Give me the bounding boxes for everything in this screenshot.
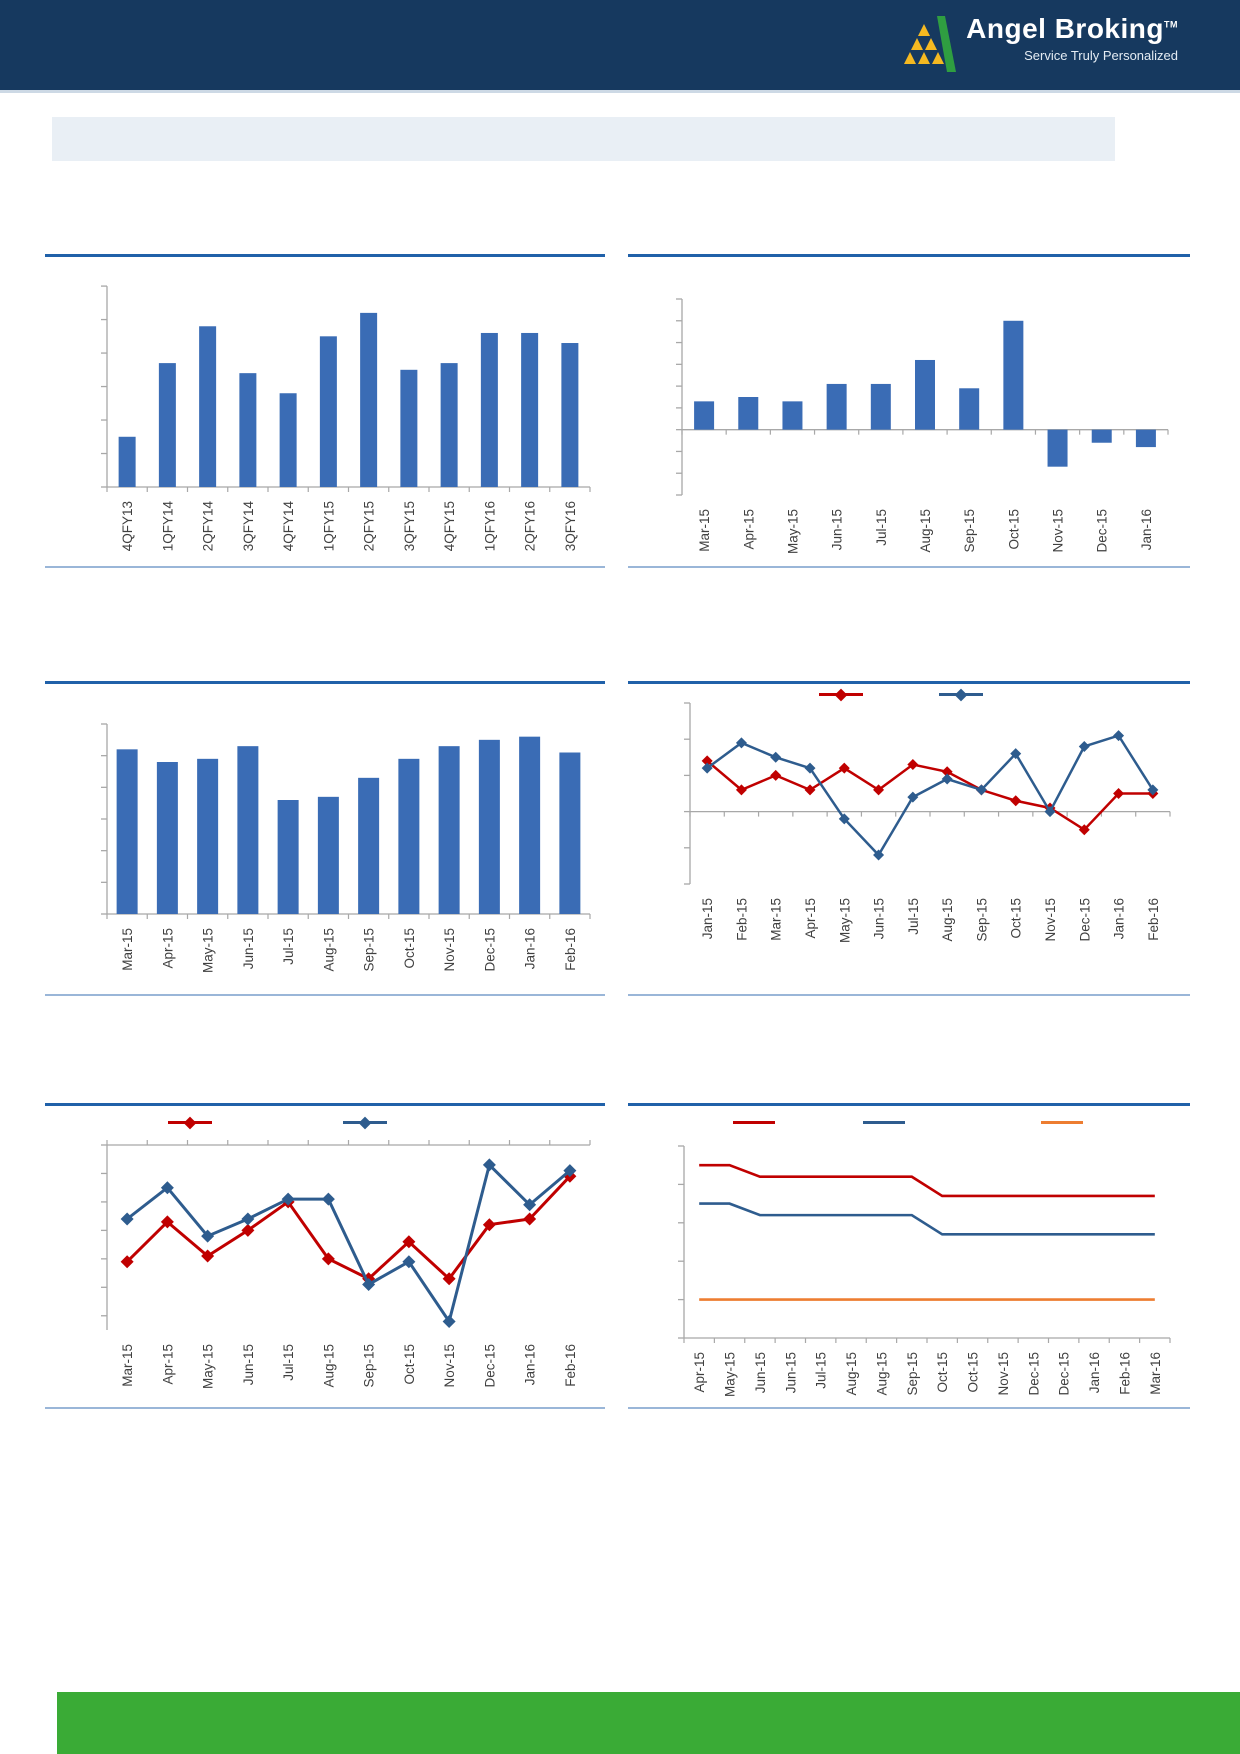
- x-tick-label: Nov-15: [442, 1344, 458, 1388]
- x-tick-label: Aug-15: [918, 509, 933, 553]
- x-tick-label: Oct-15: [965, 1352, 981, 1393]
- x-tick-label: Feb-16: [562, 928, 578, 971]
- x-tick-label: 4QFY14: [281, 501, 297, 552]
- x-tick-label: Jul-15: [281, 1344, 297, 1381]
- x-tick-label: Dec-15: [1094, 509, 1110, 553]
- data-point-marker: [322, 1193, 335, 1206]
- chart-panel-3: [45, 681, 605, 996]
- bar: [199, 326, 216, 487]
- x-tick-label: Jun-15: [829, 509, 845, 551]
- x-tick-label: Sep-15: [361, 1344, 377, 1388]
- bar: [400, 370, 417, 487]
- x-tick-label: Aug-15: [321, 1344, 337, 1388]
- chart-1-bottom-rule: [45, 566, 605, 568]
- x-tick-label: 3QFY15: [401, 501, 417, 552]
- bar: [119, 437, 136, 487]
- bar: [1003, 321, 1023, 430]
- bar: [159, 363, 176, 487]
- bar: [280, 393, 297, 487]
- bar: [239, 373, 256, 487]
- x-tick-label: May-15: [837, 898, 853, 944]
- bar: [479, 740, 500, 914]
- x-tick-label: May-15: [200, 1344, 216, 1390]
- x-tick-label: Apr-15: [160, 928, 176, 969]
- x-tick-label: Jan-16: [1111, 898, 1127, 940]
- x-tick-label: Jul-15: [873, 509, 889, 546]
- bar: [959, 388, 979, 429]
- x-tick-label: Sep-15: [904, 1352, 920, 1396]
- x-tick-label: Oct-15: [935, 1352, 951, 1393]
- bar: [1048, 430, 1068, 467]
- bar: [481, 333, 498, 487]
- bar: [694, 401, 714, 429]
- header-bar: [0, 0, 1240, 93]
- x-tick-label: May-15: [200, 928, 216, 974]
- x-tick-label: Oct-15: [401, 928, 417, 969]
- bar: [398, 759, 419, 914]
- bar: [117, 749, 138, 914]
- bar: [358, 778, 379, 914]
- x-tick-label: 4QFY15: [442, 501, 458, 552]
- bar: [360, 313, 377, 487]
- brand-tagline: Service Truly Personalized: [1024, 47, 1178, 63]
- x-tick-label: Oct-15: [401, 1344, 417, 1385]
- x-tick-label: Jun-15: [240, 928, 256, 970]
- data-point-marker: [1010, 795, 1021, 806]
- chart-3-bottom-rule: [45, 994, 605, 996]
- x-tick-label: Nov-15: [442, 928, 458, 972]
- chart-panel-2: [628, 254, 1190, 568]
- bar: [320, 336, 337, 487]
- bar: [519, 737, 540, 914]
- section-banner: [52, 117, 1115, 161]
- x-tick-label: Sep-15: [361, 928, 377, 972]
- x-tick-label: 1QFY16: [482, 501, 498, 552]
- x-tick-label: Nov-15: [1043, 898, 1058, 942]
- x-tick-label: Apr-15: [741, 509, 757, 550]
- x-tick-label: Dec-15: [1056, 1352, 1072, 1396]
- bar: [521, 333, 538, 487]
- x-tick-label: 1QFY14: [160, 501, 176, 552]
- x-tick-label: Nov-15: [1050, 509, 1066, 553]
- bar: [237, 746, 258, 914]
- x-tick-label: 3QFY16: [562, 501, 578, 552]
- brand-logo: [904, 14, 1178, 72]
- x-tick-label: Aug-15: [844, 1352, 860, 1396]
- x-tick-label: Sep-15: [962, 509, 978, 553]
- bar: [278, 800, 299, 914]
- chart-panel-4: [628, 681, 1190, 996]
- series-line: [707, 736, 1153, 855]
- series-line: [127, 1176, 570, 1278]
- x-tick-label: Mar-15: [697, 509, 713, 552]
- data-point-marker: [1079, 741, 1090, 752]
- x-tick-label: Feb-16: [562, 1344, 578, 1387]
- bar: [157, 762, 178, 914]
- chart-4-canvas: [628, 681, 1190, 996]
- chart-6-canvas: [628, 1103, 1190, 1409]
- x-tick-label: Dec-15: [1077, 898, 1093, 942]
- x-tick-label: May-15: [722, 1352, 738, 1398]
- x-tick-label: Jul-15: [813, 1352, 829, 1389]
- series-line: [699, 1165, 1155, 1196]
- chart-panel-1: [45, 254, 605, 568]
- bar: [827, 384, 847, 430]
- x-tick-label: 2QFY15: [361, 501, 377, 552]
- brand-name: Angel Broking™: [966, 13, 1178, 44]
- bar: [915, 360, 935, 430]
- x-tick-label: Feb-16: [1117, 1352, 1133, 1395]
- series-line: [699, 1204, 1155, 1235]
- chart-panel-6: [628, 1103, 1190, 1409]
- bar: [439, 746, 460, 914]
- x-tick-label: Mar-16: [1147, 1352, 1163, 1395]
- bar: [782, 401, 802, 429]
- chart-5-canvas: [45, 1103, 605, 1409]
- bar: [871, 384, 891, 430]
- x-tick-label: 1QFY15: [321, 501, 337, 552]
- data-point-marker: [241, 1213, 254, 1226]
- x-tick-label: Nov-15: [995, 1352, 1011, 1396]
- x-tick-label: 2QFY14: [200, 501, 216, 552]
- x-tick-label: Jan-15: [700, 898, 716, 940]
- x-tick-label: 4QFY13: [120, 501, 136, 552]
- x-tick-label: Mar-15: [120, 928, 136, 971]
- chart-3-canvas: [45, 681, 605, 996]
- bar: [441, 363, 458, 487]
- x-tick-label: Jun-15: [871, 898, 887, 940]
- x-tick-label: Apr-15: [692, 1352, 708, 1393]
- chart-5-bottom-rule: [45, 1407, 605, 1409]
- x-tick-label: Jun-15: [752, 1352, 768, 1394]
- bar: [197, 759, 218, 914]
- x-tick-label: Feb-15: [734, 898, 750, 941]
- x-tick-label: Apr-15: [160, 1344, 176, 1385]
- x-tick-label: Oct-15: [1008, 898, 1024, 939]
- x-tick-label: 2QFY16: [522, 501, 538, 552]
- bar: [318, 797, 339, 914]
- bar: [738, 397, 758, 430]
- x-tick-label: Dec-15: [482, 928, 498, 972]
- chart-2-bottom-rule: [628, 566, 1190, 568]
- data-point-marker: [907, 792, 918, 803]
- chart-panel-5: [45, 1103, 605, 1409]
- x-tick-label: Jul-15: [281, 928, 297, 965]
- x-tick-label: Apr-15: [803, 898, 818, 939]
- x-tick-label: Jul-15: [905, 898, 921, 935]
- data-point-marker: [770, 752, 781, 763]
- x-tick-label: Aug-15: [321, 928, 337, 972]
- x-tick-label: Feb-16: [1145, 898, 1161, 941]
- x-tick-label: Aug-15: [874, 1352, 890, 1396]
- bar: [561, 343, 578, 487]
- data-point-marker: [770, 770, 781, 781]
- x-tick-label: Jun-15: [240, 1344, 256, 1386]
- x-tick-label: Aug-15: [940, 898, 956, 942]
- x-tick-label: Jan-16: [522, 928, 538, 970]
- angel-broking-logo-icon: [904, 16, 956, 72]
- x-tick-label: 3QFY14: [240, 501, 256, 552]
- chart-6-bottom-rule: [628, 1407, 1190, 1409]
- x-tick-label: Oct-15: [1006, 509, 1022, 550]
- chart-4-bottom-rule: [628, 994, 1190, 996]
- x-tick-label: Jan-16: [1138, 509, 1154, 551]
- bar: [1136, 430, 1156, 447]
- footer-bar: [57, 1692, 1240, 1754]
- x-tick-label: Mar-15: [120, 1344, 136, 1387]
- x-tick-label: Mar-15: [768, 898, 784, 941]
- chart-1-canvas: [45, 254, 605, 568]
- bar: [559, 753, 580, 915]
- bar: [1092, 430, 1112, 443]
- x-tick-label: Jun-15: [783, 1352, 799, 1394]
- series-line: [707, 761, 1153, 830]
- x-tick-label: Dec-15: [482, 1344, 498, 1388]
- chart-2-canvas: [628, 254, 1190, 568]
- x-tick-label: May-15: [785, 509, 801, 555]
- x-tick-label: Sep-15: [974, 898, 990, 942]
- x-tick-label: Dec-15: [1026, 1352, 1042, 1396]
- x-tick-label: Jan-16: [1087, 1352, 1103, 1394]
- x-tick-label: Jan-16: [522, 1344, 538, 1386]
- trademark-symbol: TM: [1164, 19, 1178, 30]
